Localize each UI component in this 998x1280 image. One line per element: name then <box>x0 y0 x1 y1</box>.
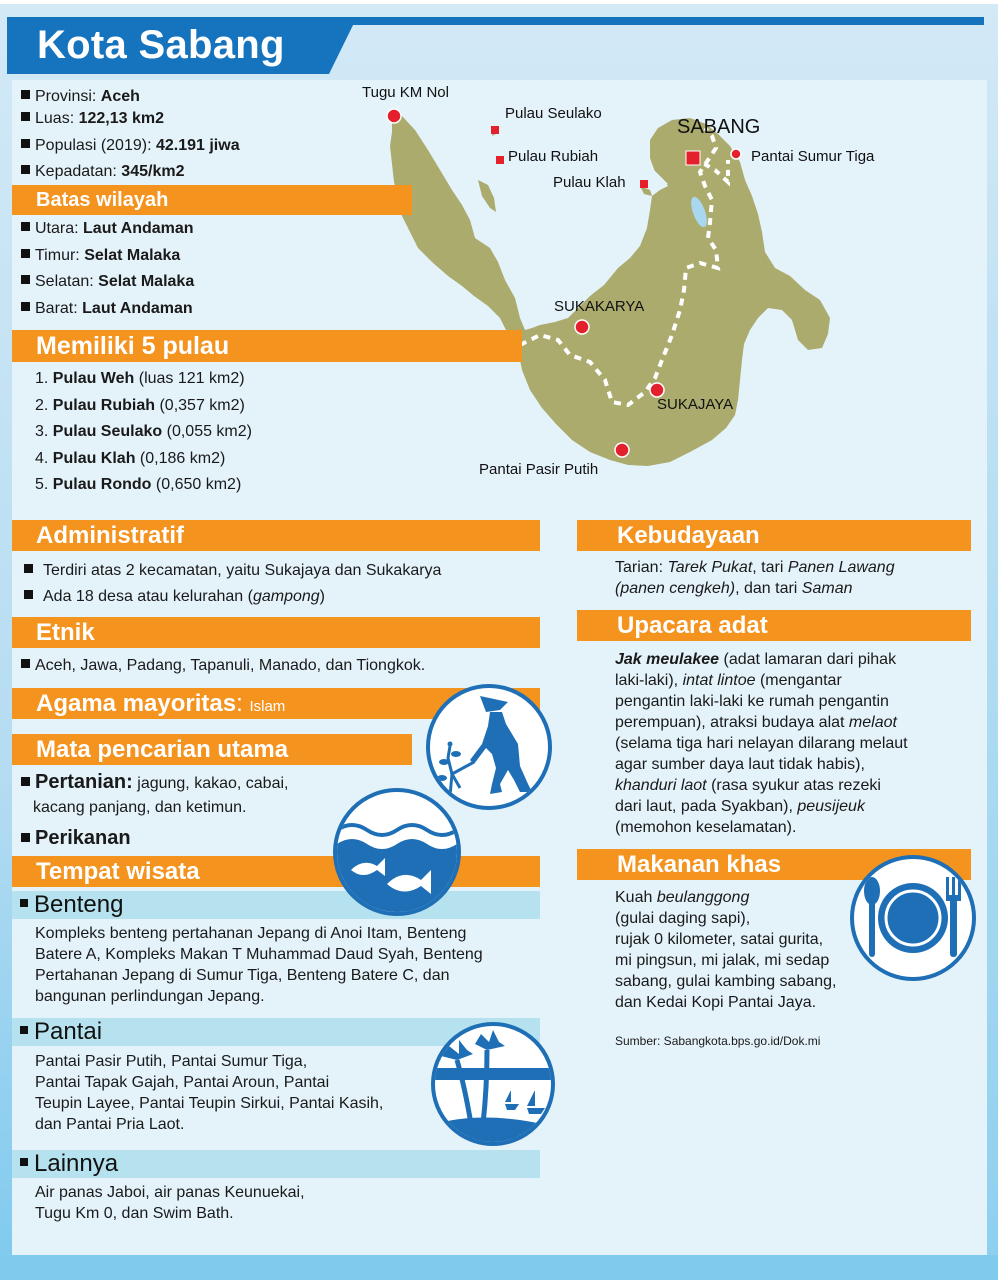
source-text: Sumber: Sabangkota.bps.go.id/Dok.mi <box>615 1034 821 1048</box>
map-label-seulako: Pulau Seulako <box>505 105 602 122</box>
perikanan-item: Perikanan <box>21 826 288 852</box>
agama-value: Islam <box>249 698 286 715</box>
pulau-header: Memiliki 5 pulau <box>12 330 522 362</box>
farmer-icon <box>426 684 552 810</box>
lainnya-text: Air panas Jaboi, air panas Keunuekai, Tugu Km 0, dan Swim Bath. <box>35 1184 305 1222</box>
marker-sabang <box>686 151 700 165</box>
batas-selatan: Selatan: Selat Malaka <box>21 269 194 296</box>
etnik-header: Etnik <box>12 617 540 648</box>
map-label-pasir-putih: Pantai Pasir Putih <box>479 461 599 478</box>
wisata-header: Tempat wisata <box>12 856 540 887</box>
lainnya-subheader: Lainnya <box>12 1150 540 1178</box>
pertanian-text-2: kacang panjang, dan ketimun. <box>33 799 247 816</box>
map-label-sumur-tiga: Pantai Sumur Tiga <box>751 148 875 165</box>
summary-populasi: Populasi (2019): 42.191 jiwa <box>21 134 240 158</box>
map-label-klah: Pulau Klah <box>553 174 626 191</box>
island-weh <box>390 116 830 466</box>
map-label-tugu: Tugu KM Nol <box>362 84 449 101</box>
administratif-item: Terdiri atas 2 kecamatan, yaitu Sukajaya dan Sukakarya <box>24 558 441 584</box>
map-label-sabang: SABANG <box>677 116 761 138</box>
mata-pencarian-list <box>21 770 288 852</box>
kebudayaan-text: Tarian: Tarek Pukat, tari Panen Lawang (panen cengkeh), dan tari Saman <box>615 559 895 597</box>
etnik-text: Aceh, Jawa, Padang, Tapanuli, Manado, dan Tiongkok. <box>21 654 425 678</box>
pulau-item: 5. Pulau Rondo (0,650 km2) <box>35 476 242 493</box>
upacara-header: Upacara adat <box>577 610 971 641</box>
kebudayaan-header: Kebudayaan <box>577 520 971 551</box>
makanan-header: Makanan khas <box>577 849 971 880</box>
title-bar <box>7 17 984 74</box>
administratif-header: Administratif <box>12 520 540 551</box>
batas-timur: Timur: Selat Malaka <box>21 243 194 270</box>
pulau-item: 4. Pulau Klah (0,186 km2) <box>35 449 226 467</box>
marker-pasir-putih <box>615 443 629 457</box>
marker-seulako <box>491 126 499 134</box>
marker-sumur-tiga <box>731 149 741 159</box>
batas-utara: Utara: Laut Andaman <box>21 216 194 243</box>
upacara-text: Jak meulakee (adat lamaran dari pihak laki-laki), intat lintoe (mengantar pengantin laki-laki ke rumah pengantin perempuan), atraksi budaya alat melaot (selama tiga hari nelayan dilarang melaut agar sumber daya laut tidak habis), khanduri laot (rasa syukur atas rezeki dari laut, pada Syakban), peusijeuk (memohon keselamatan). <box>615 651 908 836</box>
batas-wilayah-header: Batas wilayah <box>12 185 412 215</box>
map-label-sukakarya: SUKAKARYA <box>554 298 645 315</box>
summary-kepadatan: Kepadatan: 345/km2 <box>21 160 240 184</box>
pulau-list <box>35 366 252 499</box>
batas-wilayah-list <box>21 216 194 322</box>
top-border <box>0 0 998 4</box>
marker-sukakarya <box>575 320 589 334</box>
administratif-list <box>24 558 441 610</box>
map-label-sukajaya: SUKAJAYA <box>657 396 734 413</box>
administratif-item: Ada 18 desa atau kelurahan (gampong) <box>24 584 441 610</box>
bottom-border <box>0 1255 998 1280</box>
beach-icon <box>431 1022 555 1146</box>
mata-pencarian-header: Mata pencarian utama <box>12 734 412 765</box>
marker-sukajaya <box>650 383 664 397</box>
page-title: Kota Sabang <box>37 23 285 67</box>
fish-icon <box>333 788 461 916</box>
plate-cutlery-icon <box>850 855 976 981</box>
pulau-item: 1. Pulau Weh (luas 121 km2) <box>35 370 245 387</box>
benteng-text: Kompleks benteng pertahanan Jepang di Anoi Itam, Benteng Batere A, Kompleks Makan T Muhammad Daud Syah, Benteng Pertahanan Jepang di Sumur Tiga, Benteng Batere C, dan bangunan perlindungan Jepang. <box>35 925 483 1005</box>
map-label-rubiah: Pulau Rubiah <box>508 148 599 165</box>
pantai-text: Pantai Pasir Putih, Pantai Sumur Tiga, Pantai Tapak Gajah, Pantai Aroun, Pantai Teupin Layee, Pantai Teupin Sirkui, Pantai Kasih, dan Pantai Pria Laot. <box>35 1053 384 1133</box>
pantai-subheader: Pantai <box>12 1018 540 1046</box>
summary-list <box>21 86 240 184</box>
summary-provinsi: Provinsi: Aceh <box>21 86 240 108</box>
pulau-item: 3. Pulau Seulako (0,055 km2) <box>35 423 252 440</box>
benteng-subheader: Benteng <box>12 891 540 919</box>
right-border <box>987 80 998 1255</box>
summary-luas: Luas: 122,13 km2 <box>21 108 240 130</box>
marker-tugu <box>387 109 401 123</box>
pertanian-item: Pertanian: jagung, kakao, cabai, <box>21 770 288 796</box>
marker-rubiah <box>496 156 504 164</box>
pulau-item: 2. Pulau Rubiah (0,357 km2) <box>35 396 245 414</box>
agama-header: Agama mayoritas: Islam <box>12 688 540 719</box>
makanan-text: Kuah beulanggong (gulai daging sapi), rujak 0 kilometer, satai gurita, mi pingsun, mi jalak, mi sedap sabang, gulai kambing sabang, dan Kedai Kopi Pantai Jaya. <box>615 889 837 1011</box>
batas-barat: Barat: Laut Andaman <box>21 296 194 323</box>
marker-klah <box>640 180 648 188</box>
